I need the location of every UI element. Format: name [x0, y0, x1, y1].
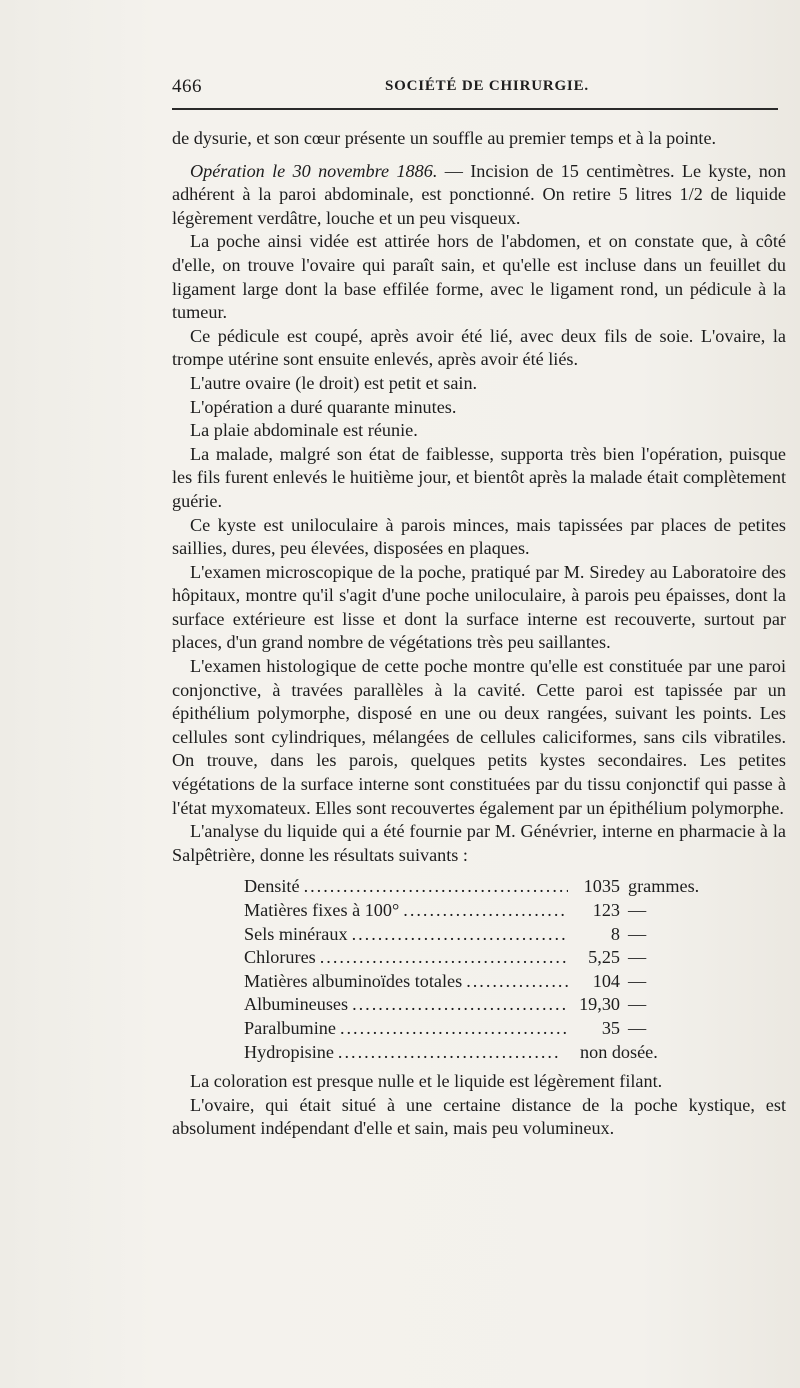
result-label: Chlorures: [244, 947, 316, 968]
paragraph: L'ovaire, qui était situé à une certaine distance de la poche kystique, est absolument indépendant d'elle et sain, mais peu volumineux.: [172, 1094, 786, 1139]
result-unit: —: [628, 947, 647, 968]
paragraph: La poche ainsi vidée est attirée hors de l'abdomen, et on constate que, à côté d'elle, on trouve l'ovaire qui paraît sain, et qu'elle est incluse dans un feuillet du ligament large dont la base effilée forme, avec le ligament rond, un pédicule à la tumeur.: [172, 231, 786, 323]
paragraph: La plaie abdominale est réunie.: [190, 420, 418, 441]
result-row: [244, 875, 724, 899]
analysis-results-table: [244, 875, 724, 1064]
paragraph: Ce kyste est uniloculaire à parois minces, mais tapissées par places de petites saillies, dures, peu élevées, disposées en plaques.: [172, 514, 786, 559]
result-value: 5,25: [588, 947, 620, 968]
page-header: [172, 76, 772, 98]
result-value: non dosée.: [580, 1041, 658, 1062]
result-value: 1035: [583, 876, 620, 897]
result-value: 123: [592, 900, 620, 920]
paragraph: L'examen histologique de cette poche montre qu'elle est constituée par une paroi conjonctive, à travées parallèles à la cavité. Cette paroi est tapissée par un épithélium polymorphe, disposé en une ou deux rangées, suivant les points. Les cellules sont cylindriques, mélangées de cellules caliciformes, sans cils vibratiles. On trouve, dans les parois, quelques petits kystes secondaires. Les petites végétations de la surface interne sont constituées par du tissu conjonctif qui passe à l'état myxomateux. Elles sont recouvertes également par un épithélium polymorphe.: [172, 656, 786, 818]
header-rule: [172, 108, 778, 110]
result-label: Matières fixes à 100°: [244, 900, 400, 920]
paragraph: L'autre ovaire (le droit) est petit et sain.: [190, 372, 478, 393]
paragraph: L'examen microscopique de la poche, pratiqué par M. Siredey au Laboratoire des hôpitaux, montre qu'il s'agit d'une poche uniloculaire, à parois peu épaisses, dont la surface extérieure est lisse et dont la surface interne est recouverte, surtout par places, d'un grand nombre de végétations très peu saillantes.: [172, 561, 786, 653]
running-title: SOCIÉTÉ DE CHIRURGIE.: [385, 78, 589, 94]
operation-date: Opération le 30 novembre 1886.: [190, 160, 438, 181]
leader-dots: [352, 923, 568, 947]
result-label: Paralbumine: [244, 1017, 336, 1038]
leader-dots: [466, 970, 568, 994]
result-label: Hydropisine: [244, 1041, 334, 1062]
leader-dots: [320, 946, 568, 970]
result-value: 35: [601, 1017, 620, 1038]
leader-dots: [403, 899, 568, 923]
result-unit: —: [628, 923, 647, 944]
paragraph: [172, 160, 786, 231]
paragraph: La coloration est presque nulle et le liquide est légèrement filant.: [190, 1071, 663, 1092]
result-label: Albumineuses: [244, 994, 349, 1015]
result-value: 104: [592, 970, 620, 991]
result-row: [244, 899, 724, 923]
result-value: 19,30: [579, 994, 620, 1015]
body-text: [172, 127, 786, 1141]
leader-dots: [304, 875, 568, 899]
paragraph: Ce pédicule est coupé, après avoir été lié, avec deux fils de soie. L'ovaire, la trompe utérine sont ensuite enlevés, après avoir été liés.: [172, 325, 786, 370]
result-row: [244, 1017, 724, 1041]
page-number: 466: [172, 76, 202, 97]
result-value: 8: [610, 923, 620, 944]
leader-dots: [352, 993, 568, 1017]
result-label: Matières albuminoïdes totales: [244, 970, 463, 991]
result-label: Sels minéraux: [244, 923, 348, 944]
paragraph: La malade, malgré son état de faiblesse, supporta très bien l'opération, puisque les fils furent enlevés le huitième jour, et bientôt après la malade était complètement guérie.: [172, 443, 786, 511]
paragraph-text: — Incision de 15 centimètres. Le kyste, non adhérent à la paroi abdominale, est ponctionné. On retire 5 litres 1/2 de liquide légèrement verdâtre, louche et un peu visqueux.: [172, 160, 786, 228]
paragraph: de dysurie, et son cœur présente un souffle au premier temps et à la pointe.: [172, 128, 717, 148]
leader-dots: [338, 1041, 560, 1065]
paragraph: L'analyse du liquide qui a été fournie par M. Génévrier, interne en pharmacie à la Salpêtrière, donne les résultats suivants :: [172, 821, 786, 865]
result-unit: —: [628, 970, 647, 991]
result-unit: grammes.: [628, 876, 700, 897]
result-row: [244, 1041, 724, 1065]
result-unit: —: [628, 900, 647, 920]
leader-dots: [340, 1017, 568, 1041]
paragraph: L'opération a duré quarante minutes.: [190, 396, 457, 417]
result-unit: —: [628, 994, 647, 1015]
result-row: [244, 993, 724, 1017]
result-row: [244, 970, 724, 994]
result-label: Densité: [244, 876, 300, 897]
result-unit: —: [628, 1017, 647, 1038]
result-row: [244, 923, 724, 947]
result-row: [244, 946, 724, 970]
